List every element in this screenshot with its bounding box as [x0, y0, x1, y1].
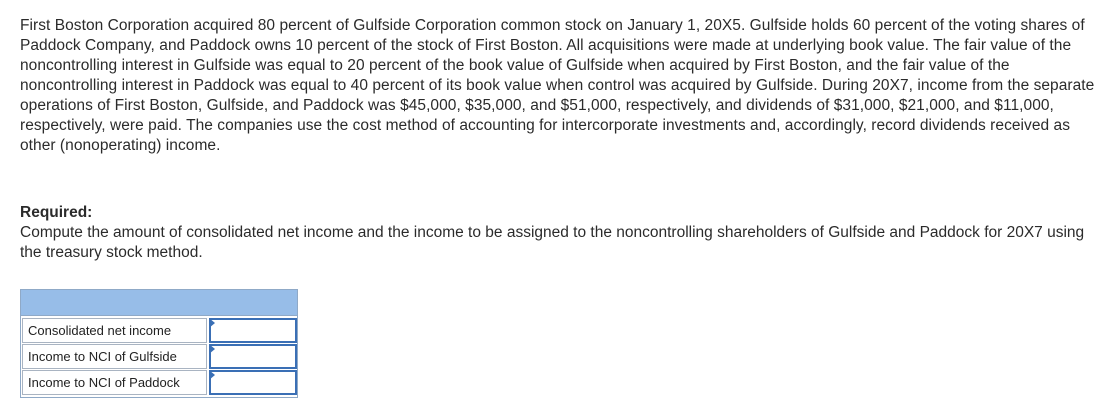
consolidated-net-income-input[interactable]	[209, 318, 297, 343]
nci-paddock-input[interactable]	[209, 370, 297, 395]
table-header	[21, 290, 297, 316]
row-label-nci-paddock: Income to NCI of Paddock	[22, 370, 207, 395]
problem-statement: First Boston Corporation acquired 80 percent of Gulfside Corporation common stock on January 1, 20X5. Gulfside holds 60 percent of the voting shares of Paddock Company, and Paddock owns 10 percent of the stock of First Boston. All acquisitions were made at underlying book value. The fair value of the noncontrolling interest in Gulfside was equal to 20 percent of the book value of Gulfside when acquired by First Boston, and the fair value of the noncontrolling interest in Paddock was equal to 40 percent of its book value when control was acquired by Gulfside. During 20X7, income from the separate operations of First Boston, Gulfside, and Paddock was $45,000, $35,000, and $51,000, respectively, and dividends of $31,000, $21,000, and $11,000, respectively, were paid. The companies use the cost method of accounting for intercorporate investments and, accordingly, record dividends received as other (nonoperating) income.	[20, 17, 1095, 154]
table-row-nci-gulfside	[22, 344, 297, 369]
input-marker-icon	[209, 370, 215, 380]
required-instructions: Compute the amount of consolidated net income and the income to be assigned to the noncontrolling shareholders of Gulfside and Paddock for 20X7 using the treasury stock method.	[20, 224, 1085, 261]
nci-gulfside-input[interactable]	[209, 344, 297, 369]
answer-table	[20, 289, 298, 398]
table-row-nci-paddock	[22, 370, 297, 395]
row-label-nci-gulfside: Income to NCI of Gulfside	[22, 344, 207, 369]
table-body	[21, 316, 297, 397]
input-marker-icon	[209, 318, 215, 328]
row-label-consolidated-net-income: Consolidated net income	[22, 318, 207, 343]
input-marker-icon	[209, 344, 215, 354]
table-row-consolidated-net-income	[22, 318, 297, 343]
required-heading: Required:	[20, 204, 93, 221]
